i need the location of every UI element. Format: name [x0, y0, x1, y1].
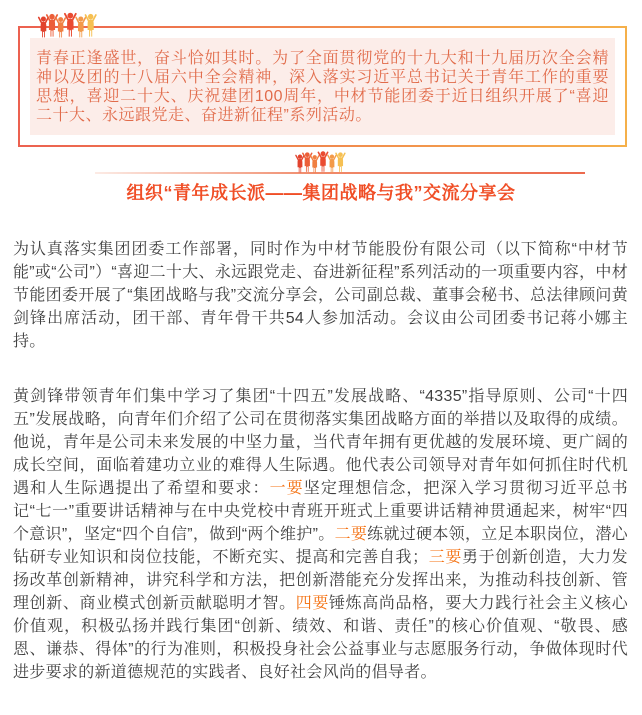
highlight-point-2: 二要: [334, 526, 368, 543]
highlight-point-1: 一要: [269, 480, 304, 497]
intro-text: 青春正逢盛世，奋斗恰如其时。为了全面贯彻党的十九大和十九届历次全会精神以及团的十八届六中全会精神，深入落实习近平总书记关于青年工作的重要思想，喜迎二十大、庆祝建团100周年，中材节能团委于近日组织开展了“喜迎二十大、永远跟党走、奋进新征程”系列活动。: [30, 38, 615, 135]
section-title: 组织“青年成长派——集团战略与我”交流分享会: [126, 183, 516, 203]
point-4-text: 锤炼高尚品格，要大力践行社会主义核心价值观，积极弘扬并践行集团“创新、绩效、和谐、责任”的核心价值观、“敬畏、感恩、谦恭、得体”的行为准则，积极投身社会公益事业与志愿服务行动，争做体现时代进步要求的新道德规范的实践者、良好社会风尚的倡导者。: [13, 595, 628, 681]
highlight-point-4: 四要: [295, 595, 329, 612]
point-2-text: 练就过硬本领，立足本职岗位，潜心钻研专业知识和岗位技能，不断充实、提高和完善自我；: [13, 526, 628, 566]
paragraph-intro: [13, 238, 628, 353]
section-divider: [0, 148, 642, 174]
speech-lead: 黄剑锋带领青年们集中学习了集团“十四五”发展战略、“4335”指导原则、公司“十四五”发展战略，向青年们介绍了公司在贯彻落实集团战略方面的举措以及取得的成绩。他说，青年是公司未来发展的中坚力量，当代青年拥有更优越的发展环境、更广阔的成长空间，面临着建功立业的难得人生际遇。他代表公司领导对青年如何抓住时代机遇和人生际遇提出了希望和要求：: [13, 388, 628, 497]
point-1-text: 坚定理想信念，把深入学习贯彻习近平总书记“七一”重要讲话精神与在中央党校中青班开班式上重要讲话精神贯通起来，树牢“四个意识”，坚定“四个自信”，做到“两个维护”。: [13, 480, 628, 543]
intro-highlight-box: [18, 26, 627, 147]
highlight-point-3: 三要: [428, 549, 463, 566]
paragraph-intro-text: 为认真落实集团团委工作部署，同时作为中材节能股份有限公司（以下简称“中材节能”或“公司”）“喜迎二十大、永远跟党走、奋进新征程”系列活动的一项重要内容，中材节能团委开展了“集团战略与我”交流分享会，公司副总裁、董事会秘书、总法律顾问黄剑锋出席活动，团干部、青年骨干共54人参加活动。会议由公司团委书记蒋小娜主持。: [13, 241, 628, 350]
celebrating-people-icon: [288, 149, 354, 173]
celebrating-people-icon: [30, 10, 106, 38]
article-body: [13, 238, 628, 684]
paragraph-speech: [13, 385, 628, 684]
point-3-text: 勇于创新创造，大力发扬改革创新精神，讲究科学和方法，把创新潜能充分发挥出来，为推动科技创新、管理创新、商业模式创新贡献聪明才智。: [13, 549, 628, 612]
